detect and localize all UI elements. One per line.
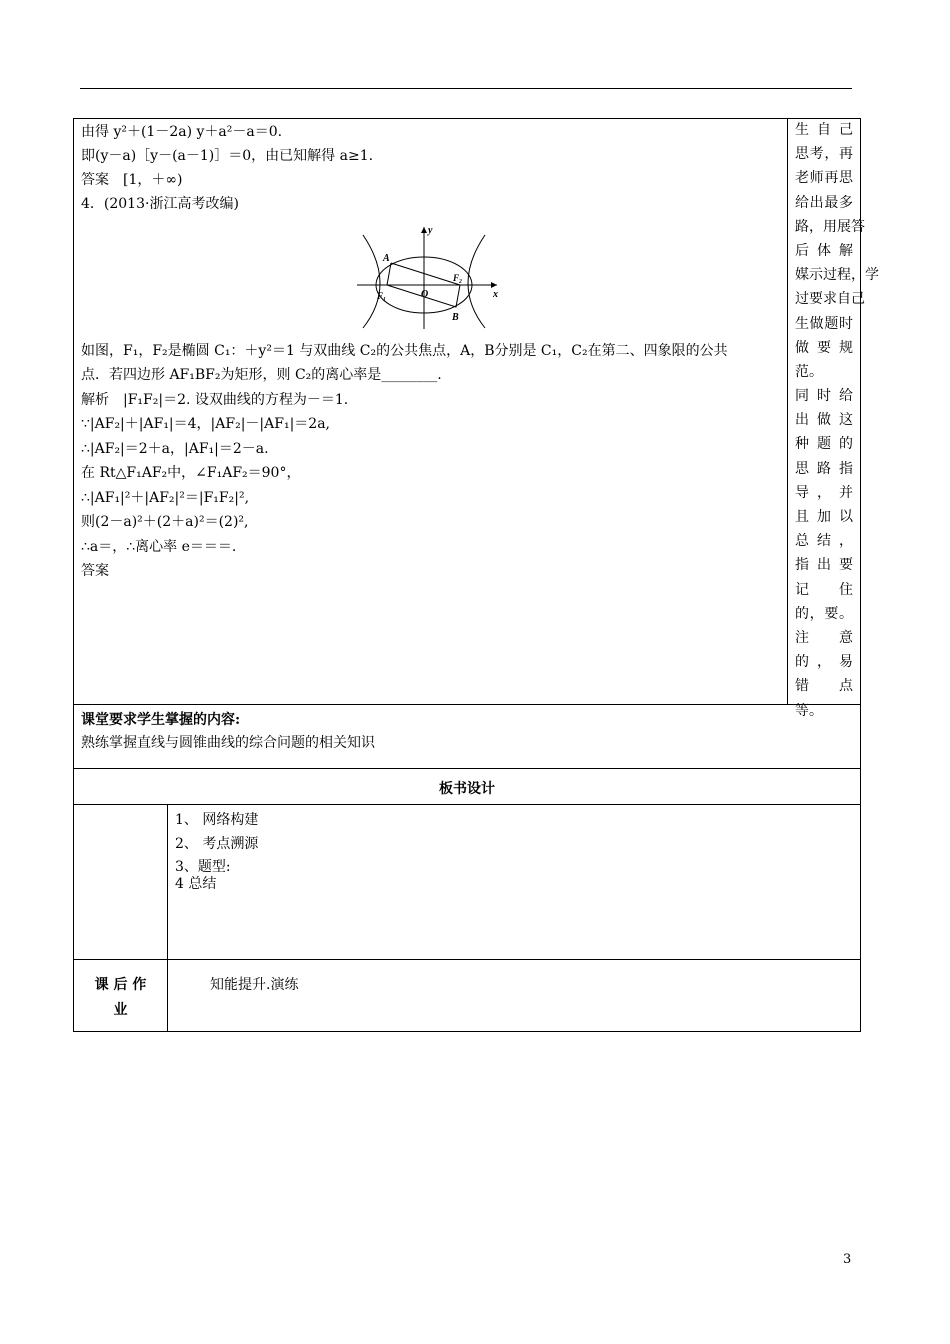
note-line: 路，用展答 <box>795 218 865 235</box>
header-rule <box>80 88 852 89</box>
fig-label-a: A <box>383 253 390 264</box>
board-item-2: 2、 考点溯源 <box>175 836 259 852</box>
note-line: 过要求自己 <box>795 291 865 308</box>
line-1: 由得 y²＋(1－2a) y＋a²－a＝0. <box>81 124 283 140</box>
note-line: 思考，再 <box>795 146 853 163</box>
homework-label-line2: 业 <box>113 1002 128 1018</box>
note-line: 种题的 <box>795 436 853 453</box>
board-title: 板书设计 <box>439 781 495 797</box>
line-9: ∴|AF₂|＝2＋a，|AF₁|＝2－a. <box>81 441 269 457</box>
line-3: 答案 [1，＋∞) <box>81 172 183 188</box>
line-14: 答案 <box>81 563 109 579</box>
note-line: 出做这 <box>795 412 853 429</box>
page-number: 3 <box>843 1252 852 1267</box>
line-2: 即(y－a)［y－(a－1)］＝0，由已知解得 a≥1. <box>81 148 374 164</box>
note-line: 注意 <box>795 629 853 646</box>
note-line: 生自己 <box>795 122 853 138</box>
note-line: 生做题时 <box>795 315 853 332</box>
homework-content-cell <box>167 959 861 1032</box>
note-line: 做要规 <box>795 339 853 356</box>
line-4: 4．(2013·浙江高考改编) <box>81 196 239 212</box>
requirements-title: 课堂要求学生掌握的内容: <box>81 712 241 728</box>
fig-label-b: B <box>452 312 459 323</box>
teaching-notes-column <box>787 118 879 719</box>
note-line: 等。 <box>795 702 823 719</box>
note-line: 同时给 <box>795 388 853 405</box>
line-5: 如图，F₁，F₂是椭圆 C₁：＋y²＝1 与双曲线 C₂的公共焦点，A，B分别是 C₁，C₂在第二、四象限的公共 <box>81 343 728 359</box>
board-item-4: 4 总结 <box>175 876 217 892</box>
line-7: 解析 |F₁F₂|＝2. 设双曲线的方程为－＝1. <box>81 392 349 408</box>
line-10: 在 Rt△F₁AF₂中，∠F₁AF₂＝90°， <box>81 465 301 481</box>
line-8: ∵|AF₂|＋|AF₁|＝4，|AF₂|－|AF₁|＝2a, <box>81 416 330 432</box>
note-line: 且加以 <box>795 509 853 525</box>
solution-cell <box>73 118 879 705</box>
line-13: ∴a＝，∴离心率 e＝＝＝. <box>81 539 237 555</box>
fig-label-x: x <box>493 289 498 300</box>
board-left-cell <box>73 804 168 960</box>
board-item-1: 1、 网络构建 <box>175 812 259 828</box>
fig-label-f1: F₁ <box>377 291 387 301</box>
homework-label-line1: 课 后 作 <box>94 977 147 993</box>
requirements-content: 熟练掌握直线与圆锥曲线的综合问题的相关知识 <box>81 735 375 751</box>
line-6: 点．若四边形 AF₁BF₂为矩形，则 C₂的离心率是________. <box>81 367 442 383</box>
note-line: 指出要 <box>795 557 853 574</box>
line-12: 则(2－a)²＋(2＋a)²＝(2)², <box>81 514 249 530</box>
homework-content: 知能提升.演练 <box>210 977 299 993</box>
fig-label-o: O <box>421 289 429 300</box>
requirements-cell <box>73 704 861 769</box>
line-11: ∴|AF₁|²＋|AF₂|²＝|F₁F₂|², <box>81 490 250 506</box>
note-line: 总结， <box>795 533 853 550</box>
ellipse-hyperbola-figure <box>357 223 507 333</box>
note-line: 老师再思 <box>795 170 853 187</box>
note-line: 范。 <box>795 363 823 380</box>
note-line: 记住 <box>795 581 853 598</box>
note-line: 的，易 <box>795 654 853 671</box>
fig-label-y: y <box>428 225 433 236</box>
note-line: 后体解 <box>795 242 853 259</box>
board-content-cell <box>167 804 861 960</box>
note-line: 的，要。 <box>795 605 853 622</box>
note-line: 导，并 <box>795 484 853 501</box>
homework-label-cell <box>73 959 168 1032</box>
board-item-3: 3、题型: <box>175 859 231 875</box>
note-line: 错点 <box>795 678 853 695</box>
note-line: 思路指 <box>795 460 853 477</box>
note-line: 媒示过程，学 <box>795 267 879 284</box>
board-title-cell <box>73 768 861 805</box>
note-line: 给出最多 <box>795 194 853 211</box>
fig-label-f2: F₂ <box>453 273 463 283</box>
